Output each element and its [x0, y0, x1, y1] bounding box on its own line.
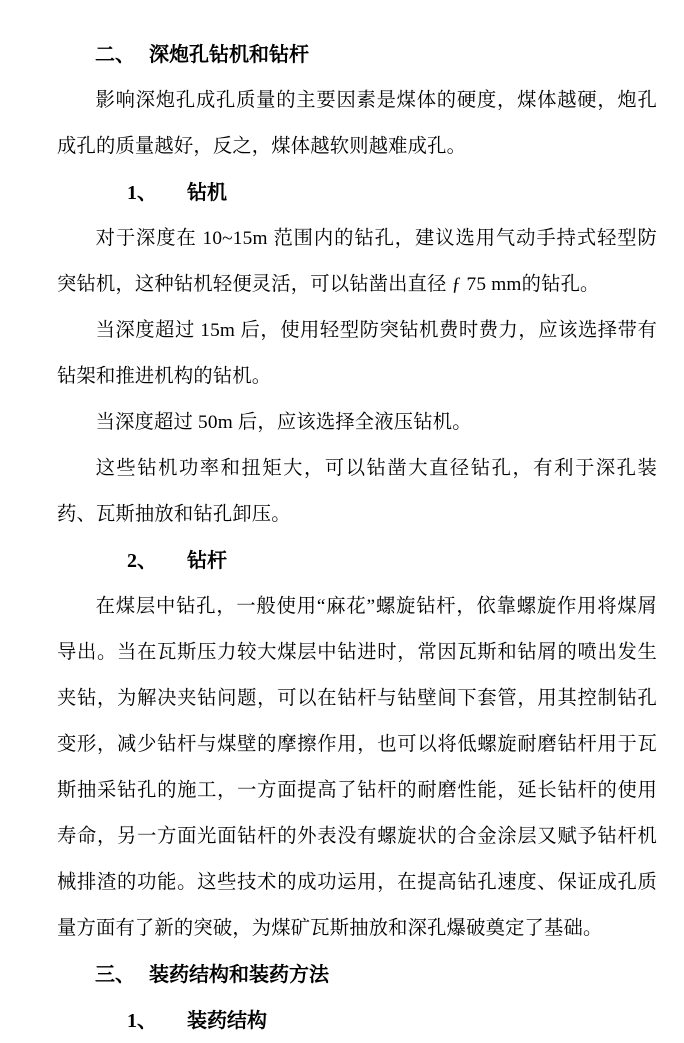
section-heading-3-title: 装药结构和装药方法	[149, 964, 329, 986]
section-heading-2-number: 二、	[95, 44, 135, 66]
paragraph-spiral-drill-rod: 在煤层中钻孔，一般使用“麻花”螺旋钻杆，依靠螺旋作用将煤屑导出。当在瓦斯压力较大煤层中钻进时，常因瓦斯和钻屑的喷出发生夹钻，为解决夹钻问题，可以在钻杆与钻壁间下套管，用其控制钻孔变形，减少钻杆与煤壁的摩擦作用，也可以将低螺旋耐磨钻杆用于瓦斯抽采钻孔的施工，一方面提高了钻杆的耐磨性能，延长钻杆的使用寿命，另一方面光面钻杆的外表没有螺旋状的合金涂层又赋予钻杆机械排渣的功能。这些技术的成功运用，在提高钻孔速度、保证成孔质量方面有了新的突破，为煤矿瓦斯抽放和深孔爆破奠定了基础。	[57, 596, 657, 939]
paragraph-depth-over-15m: 当深度超过 15m 后，使用轻型防突钻机费时费力，应该选择带有钻架和推进机构的钻机。	[57, 320, 657, 387]
paragraph-depth-over-50m: 当深度超过 50m 后，应该选择全液压钻机。	[95, 412, 472, 433]
subsection-heading-drill-rig-number: 1、	[127, 182, 157, 204]
section-heading-3	[95, 952, 657, 998]
section-heading-3-number: 三、	[95, 964, 135, 986]
section-heading-2-title: 深炮孔钻机和钻杆	[149, 44, 309, 66]
subsection-heading-drill-rod-number: 2、	[127, 550, 157, 572]
subsection-heading-drill-rig-title: 钻机	[187, 182, 227, 204]
subsection-heading-drill-rig	[127, 170, 657, 216]
subsection-heading-charge-structure	[127, 998, 657, 1043]
subsection-heading-charge-structure-number: 1、	[127, 1010, 157, 1032]
subsection-heading-drill-rod-title: 钻杆	[187, 550, 227, 572]
section-heading-2	[95, 32, 657, 78]
subsection-heading-charge-structure-title: 装药结构	[187, 1010, 267, 1032]
paragraph-depth-10-15m: 对于深度在 10~15m 范围内的钻孔，建议选用气动手持式轻型防突钻机，这种钻机轻便灵活，可以钻凿出直径 ƒ 75 mm的钻孔。	[57, 228, 657, 295]
paragraph-rig-power-torque: 这些钻机功率和扭矩大，可以钻凿大直径钻孔，有利于深孔装药、瓦斯抽放和钻孔卸压。	[57, 458, 657, 525]
paragraph-hole-quality-factors: 影响深炮孔成孔质量的主要因素是煤体的硬度，煤体越硬，炮孔成孔的质量越好，反之，煤体越软则越难成孔。	[57, 90, 657, 157]
subsection-heading-drill-rod	[127, 538, 657, 584]
